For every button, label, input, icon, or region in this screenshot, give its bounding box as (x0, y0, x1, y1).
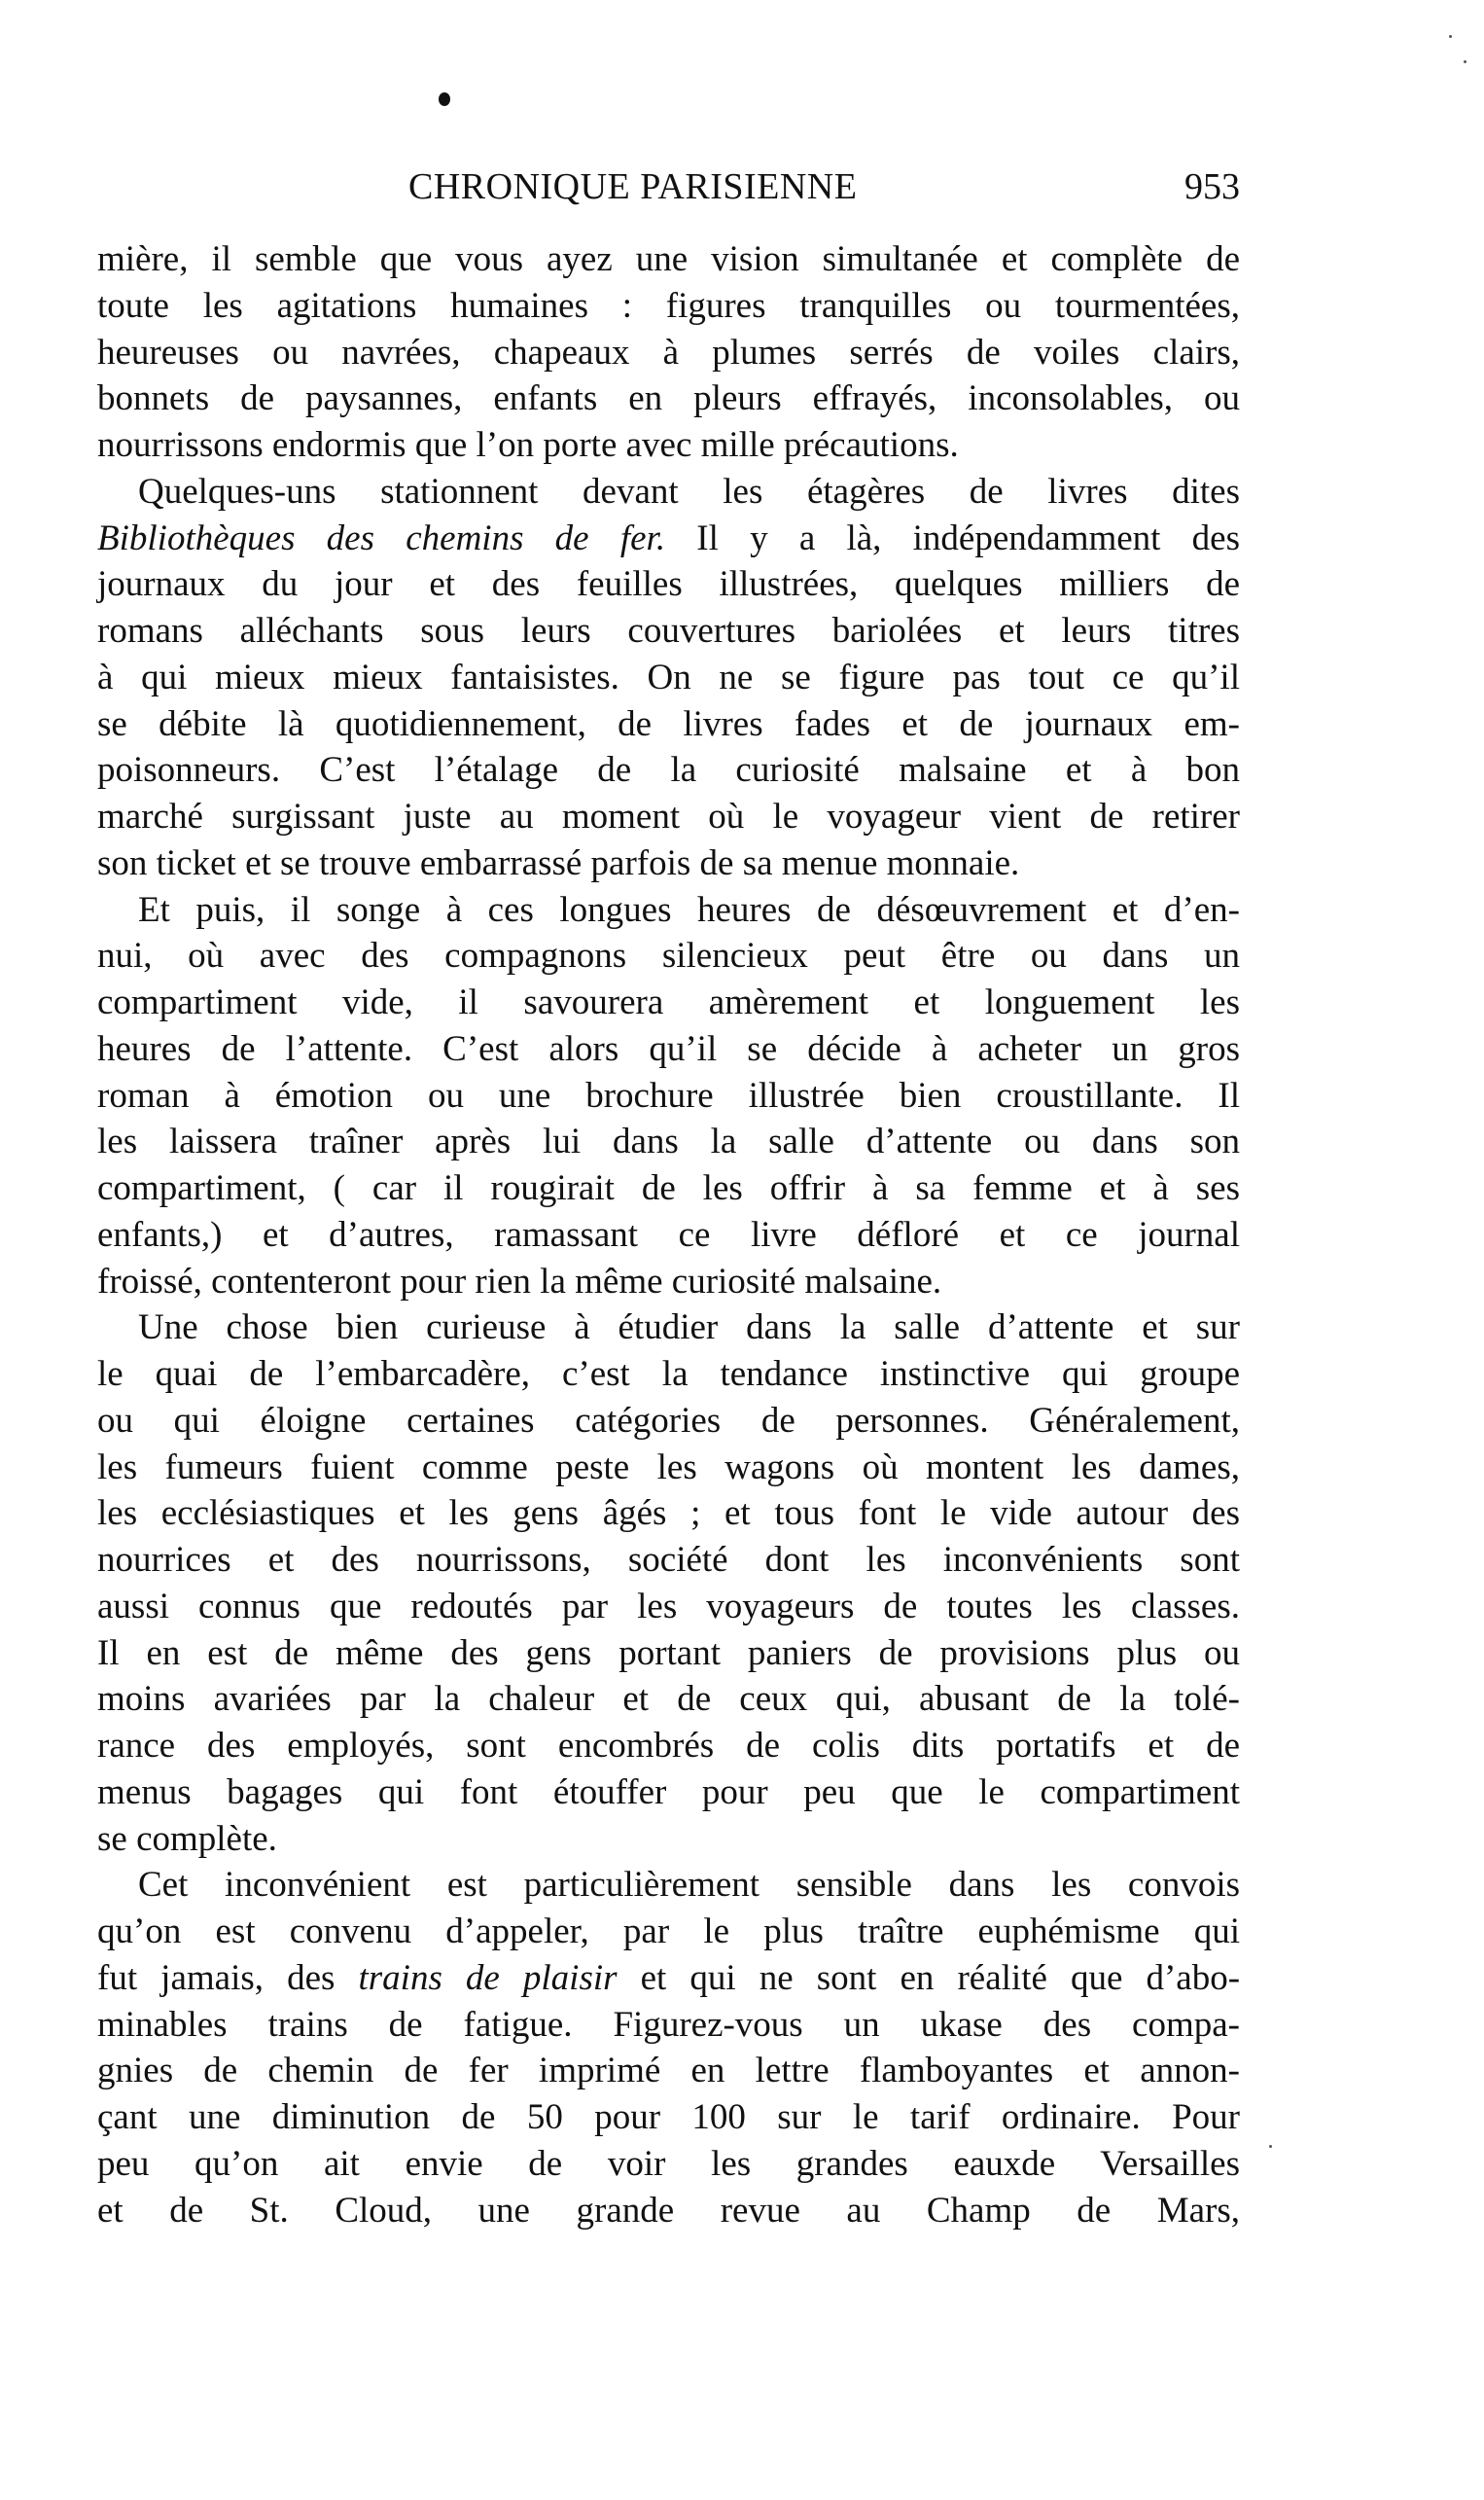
body-text (97, 236, 1240, 2233)
text-line: Une chose bien curieuse à étudier dans la salle d’attente et sur (138, 1307, 1240, 1348)
text-line (97, 516, 1240, 562)
text-line (97, 1955, 1240, 2002)
text-line: nourrissons endormis que l’on porte avec mille précautions. (97, 425, 959, 465)
text-line: Et puis, il songe à ces longues heures de désœuvrement et d’en- (138, 889, 1240, 930)
text-line: aussi connus que redoutés par les voyageurs de toutes les classes. (97, 1586, 1240, 1626)
text-fragment: fut jamais, des (97, 1957, 336, 1998)
text-line: journaux du jour et des feuilles illustrées, quelques milliers de (97, 564, 1240, 605)
text-fragment: et qui ne sont en réalité que d’abo- (640, 1957, 1241, 1998)
text-line: le quai de l’embarcadère, c’est la tendance instinctive qui groupe (97, 1354, 1240, 1394)
text-line: Cet inconvénient est particulièrement sensible dans les convois (138, 1865, 1240, 1906)
text-line: minables trains de fatigue. Figurez-vous un ukase des compa- (97, 2004, 1240, 2045)
ink-dot (439, 92, 450, 106)
text-line: roman à émotion ou une brochure illustrée bien croustillante. Il (97, 1075, 1240, 1116)
ink-speck (1449, 35, 1452, 38)
text-line: rance des employés, sont encombrés de colis dits portatifs et de (97, 1726, 1240, 1766)
text-line: qu’on est convenu d’appeler, par le plus traître euphémisme qui (97, 1911, 1240, 1951)
text-line: Il en est de même des gens portant paniers de provisions plus ou (97, 1632, 1240, 1673)
text-line: Quelques-uns stationnent devant les étagères de livres dites (138, 471, 1240, 512)
text-line: enfants,) et d’autres, ramassant ce livre défloré et ce journal (97, 1214, 1240, 1255)
text-line: peu qu’on ait envie de voir les grandes eauxde Versailles (97, 2143, 1240, 2184)
text-line: se débite là quotidiennement, de livres fades et de journaux em- (97, 703, 1240, 744)
text-line: toute les agitations humaines : figures tranquilles ou tourmentées, (97, 285, 1240, 326)
ink-speck (1464, 60, 1466, 63)
text-line: les fumeurs fuient comme peste les wagons où montent les dames, (97, 1446, 1240, 1487)
text-line: nourrices et des nourrissons, société dont les inconvénients sont (97, 1540, 1240, 1580)
text-line: froissé, contenteront pour rien la même curiosité malsaine. (97, 1261, 942, 1302)
text-line: bonnets de paysannes, enfants en pleurs effrayés, inconsolables, ou (97, 378, 1240, 419)
text-line: heures de l’attente. C’est alors qu’il se décide à acheter un gros (97, 1028, 1240, 1069)
running-head (97, 165, 1240, 214)
text-line: se complète. (97, 1818, 277, 1859)
text-line: çant une diminution de 50 pour 100 sur le tarif ordinaire. Pour (97, 2097, 1240, 2137)
text-line: romans alléchants sous leurs couvertures bariolées et leurs titres (97, 611, 1240, 651)
text-line: ou qui éloigne certaines catégories de personnes. Généralement, (97, 1400, 1240, 1441)
text-line: nui, où avec des compagnons silencieux peut être ou dans un (97, 936, 1240, 977)
running-title: CHRONIQUE PARISIENNE (408, 166, 858, 207)
text-line: mière, il semble que vous ayez une vision simultanée et complète de (97, 239, 1240, 279)
text-line: les laissera traîner après lui dans la salle d’attente ou dans son (97, 1122, 1240, 1162)
ink-speck (1269, 2145, 1272, 2148)
text-line: marché surgissant juste au moment où le voyageur vient de retirer (97, 797, 1240, 837)
text-line: compartiment vide, il savourera amèrement et longuement les (97, 982, 1240, 1022)
text-line: les ecclésiastiques et les gens âgés ; et tous font le vide autour des (97, 1493, 1240, 1534)
text-line: moins avariées par la chaleur et de ceux qui, abusant de la tolé- (97, 1679, 1240, 1720)
italic-phrase: trains de plaisir (358, 1957, 618, 1998)
text-line: menus bagages qui font étouffer pour peu que le compartiment (97, 1771, 1240, 1812)
text-line: et de St. Cloud, une grande revue au Champ de Mars, (97, 2190, 1240, 2231)
page-number: 953 (1184, 166, 1240, 207)
text-fragment: Il y a là, indépendamment des (696, 518, 1240, 558)
text-line: heureuses ou navrées, chapeaux à plumes serrés de voiles clairs, (97, 332, 1240, 373)
text-line: compartiment, ( car il rougirait de les offrir à sa femme et à ses (97, 1168, 1240, 1208)
italic-title: Bibliothèques des chemins de fer. (97, 518, 666, 558)
text-line: son ticket et se trouve embarrassé parfois de sa menue monnaie. (97, 842, 1020, 883)
text-line: poisonneurs. C’est l’étalage de la curiosité malsaine et à bon (97, 750, 1240, 791)
text-line: gnies de chemin de fer imprimé en lettre flamboyantes et annon- (97, 2051, 1240, 2091)
text-line: à qui mieux mieux fantaisistes. On ne se figure pas tout ce qu’il (97, 657, 1240, 697)
